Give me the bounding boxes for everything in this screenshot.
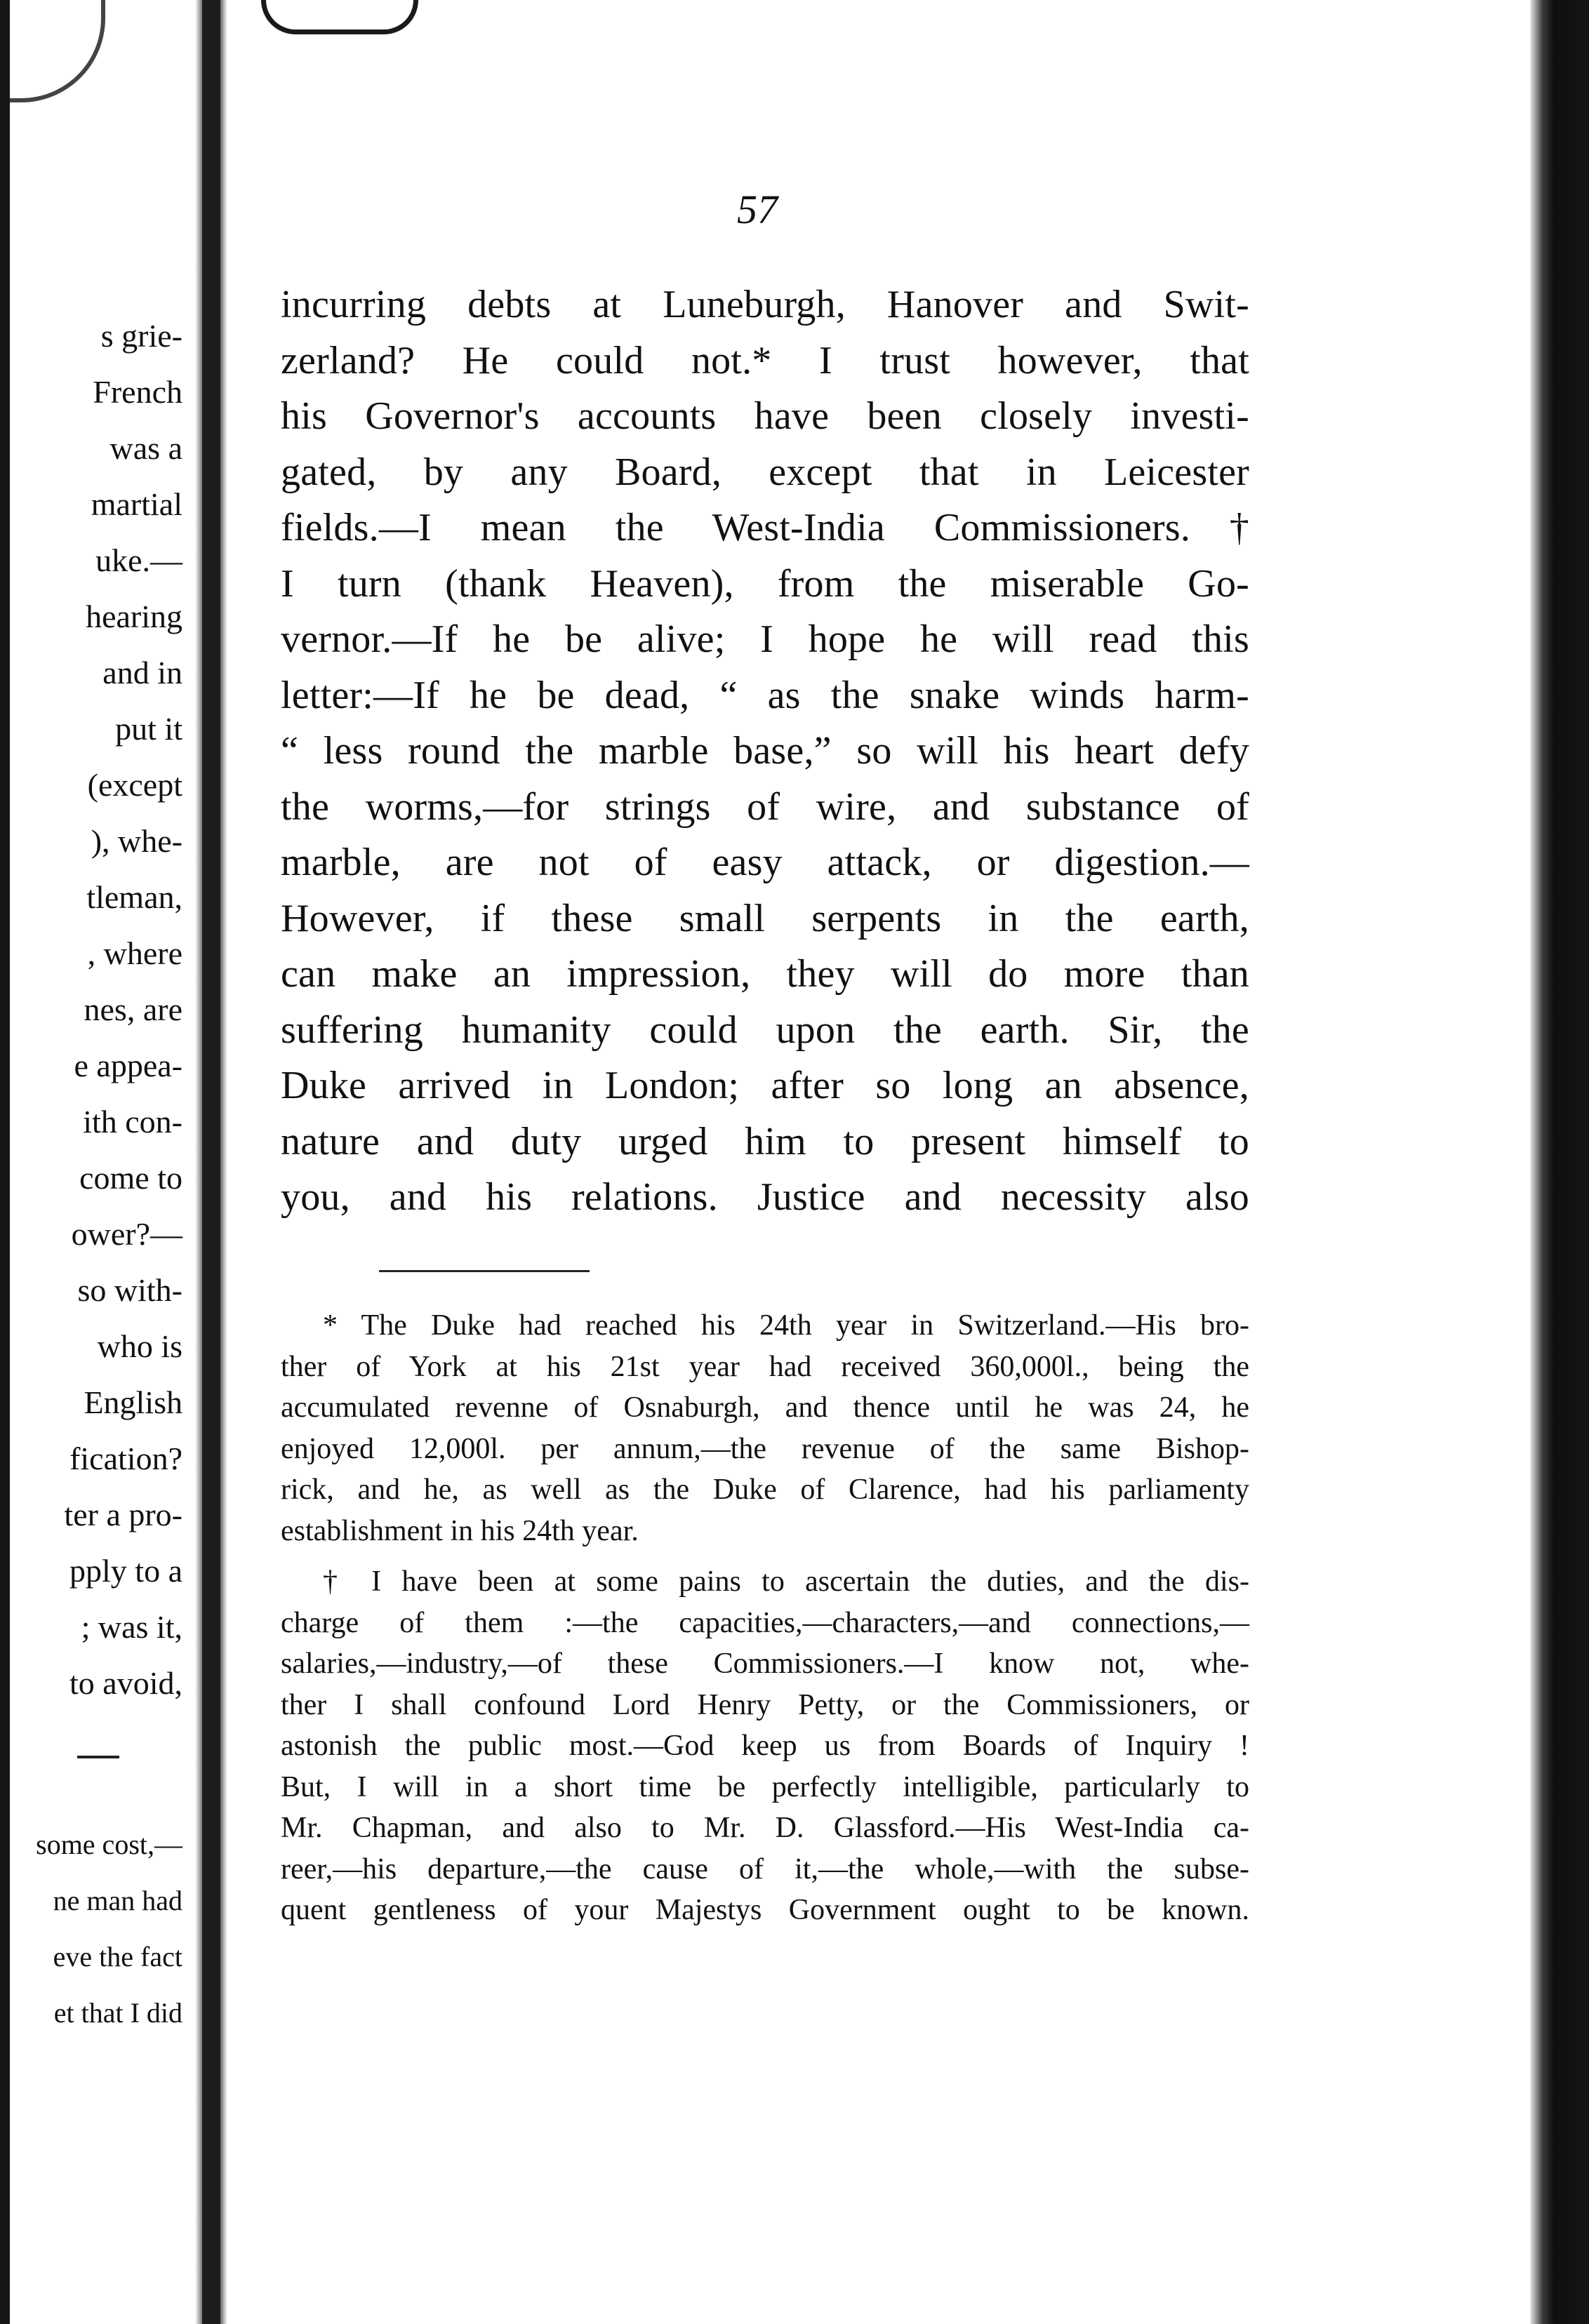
footnote-line: enjoyed 12,000l. per annum,—the revenue of the same Bishop- <box>281 1432 1249 1465</box>
body-line: Duke arrived in London; after so long an absence, <box>281 1064 1249 1107</box>
left-text-line: uke.— <box>95 542 182 578</box>
left-text-line: ith con- <box>83 1104 182 1140</box>
body-line: zerland? He could not.* I trust however, that <box>281 338 1249 382</box>
footnote-line: ther I shall confound Lord Henry Petty, or the Commissioners, or <box>281 1688 1249 1721</box>
footnotes <box>281 1305 1249 1931</box>
left-text-line: ower?— <box>71 1216 182 1252</box>
body-line: suffering humanity could upon the earth. Sir, the <box>281 1008 1249 1052</box>
footnote-line: establishment in his 24th year. <box>281 1514 639 1547</box>
gutter-shadow-left <box>195 0 202 2324</box>
body-line: you, and his relations. Justice and necessity also <box>281 1175 1249 1219</box>
body-line: I turn (thank Heaven), from the miserable Go- <box>281 561 1249 606</box>
left-text-line: (except <box>87 767 182 803</box>
left-text-line: nes, are <box>84 991 182 1027</box>
footnote-line: rick, and he, as well as the Duke of Clarence, had his parliamenty <box>281 1474 1249 1506</box>
left-text-line: put it <box>115 711 182 747</box>
body-line: However, if these small serpents in the earth, <box>281 896 1249 940</box>
scan-edge-left <box>0 0 10 2324</box>
footnote-line: reer,—his departure,—the cause of it,—the whole,—with the subse- <box>281 1852 1249 1885</box>
body-line: gated, by any Board, except that in Leicester <box>281 450 1249 494</box>
gutter-shadow-right <box>220 0 227 2324</box>
left-text-line: to avoid, <box>69 1665 182 1701</box>
left-footnote-rule <box>77 1756 119 1758</box>
left-text-line: French <box>93 374 182 410</box>
left-text-line: ter a pro- <box>64 1497 182 1532</box>
left-text-line: English <box>84 1384 182 1420</box>
footnote-line: salaries,—industry,—of these Commissioners.—I know not, whe- <box>281 1648 1249 1680</box>
footnote-separator-rule <box>379 1270 590 1272</box>
footnote-line: Mr. Chapman, and also to Mr. D. Glassford.—His West-India ca- <box>281 1812 1249 1844</box>
body-line: the worms,—for strings of wire, and substance of <box>281 784 1249 829</box>
body-line: nature and duty urged him to present himself to <box>281 1119 1249 1163</box>
body-line: marble, are not of easy attack, or digestion.— <box>281 841 1249 884</box>
footnote-line: charge of them :—the capacities,—characters,—and connections,— <box>281 1606 1249 1639</box>
left-text-line: s grie- <box>100 318 182 354</box>
left-text-line: ; was it, <box>81 1609 182 1645</box>
left-text-line: hearing <box>86 599 182 634</box>
left-text-line: so with- <box>77 1272 182 1308</box>
left-footnote-line: et that I did <box>53 1997 182 2029</box>
body-line: letter:—If he be dead, “ as the snake winds harm- <box>281 673 1249 717</box>
book-gutter <box>202 0 220 2324</box>
footnote-line: ther of York at his 21st year had received 360,000l., being the <box>281 1350 1249 1383</box>
body-line: can make an impression, they will do more than <box>281 952 1249 996</box>
left-text-line: who is <box>97 1328 182 1364</box>
footnote-line: † I have been at some pains to ascertain the duties, and the dis- <box>323 1565 1249 1598</box>
footnote-gap <box>281 1551 1249 1561</box>
left-text-line: pply to a <box>69 1553 182 1589</box>
left-text-line: tleman, <box>86 879 182 915</box>
page-clip-mark <box>261 0 418 34</box>
body-line: vernor.—If he be alive; I hope he will read this <box>281 617 1249 661</box>
page-number: 57 <box>737 187 778 232</box>
left-text-line: come to <box>79 1160 182 1196</box>
footnote-line: astonish the public most.—God keep us from Boards of Inquiry ! <box>281 1730 1249 1762</box>
body-line: “ less round the marble base,” so will his heart defy <box>281 729 1249 773</box>
left-text-line: ), whe- <box>91 823 182 859</box>
body-line: fields.—I mean the West-India Commissioners.† <box>281 506 1249 549</box>
left-text-line: and in <box>102 655 182 690</box>
left-footnote-line: ne man had <box>53 1885 182 1916</box>
footnote-line: quent gentleness of your Majestys Government ought to be known. <box>281 1894 1249 1926</box>
scan-edge-right <box>1530 0 1589 2324</box>
left-footnote-line: eve the fact <box>53 1941 182 1972</box>
left-text-line: e appea- <box>74 1048 182 1083</box>
left-text-line: fication? <box>69 1441 182 1476</box>
footnote-line: accumulated revenne of Osnaburgh, and thence until he was 24, he <box>281 1391 1249 1424</box>
left-text-line: martial <box>91 486 182 522</box>
footnote-line: * The Duke had reached his 24th year in Switzerland.—His bro- <box>323 1309 1249 1342</box>
left-footnote-line: some cost,— <box>36 1829 182 1860</box>
previous-page-fragment <box>11 0 195 2324</box>
body-text <box>281 277 1249 1226</box>
body-line: incurring debts at Luneburgh, Hanover and Swit- <box>281 283 1249 326</box>
body-line: his Governor's accounts have been closely investi- <box>281 394 1249 438</box>
left-text-line: , where <box>87 935 182 971</box>
footnote-line: But, I will in a short time be perfectly intelligible, particularly to <box>281 1770 1249 1803</box>
left-text-line: was a <box>109 430 182 466</box>
